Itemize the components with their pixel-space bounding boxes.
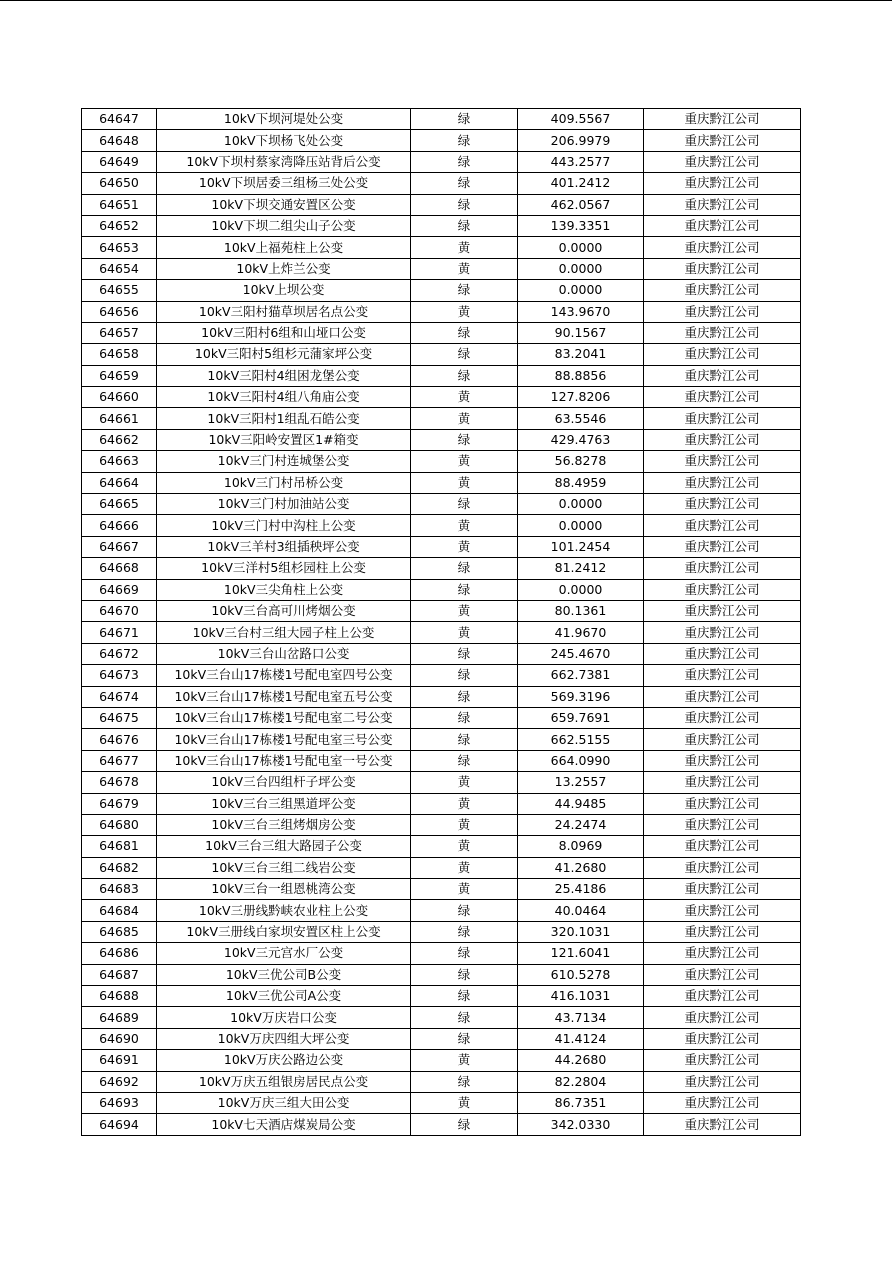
status-color-cell: 黄: [411, 451, 518, 472]
status-color-cell: 绿: [411, 665, 518, 686]
status-color-cell: 绿: [411, 1028, 518, 1049]
row-id-cell: 64653: [82, 237, 157, 258]
status-color-cell: 绿: [411, 215, 518, 236]
transformer-name-cell: 10kV三阳村1组乱石皓公变: [157, 408, 411, 429]
transformer-name-cell: 10kV三台四组杆子坪公变: [157, 772, 411, 793]
company-cell: 重庆黔江公司: [644, 643, 801, 664]
table-row: [82, 707, 801, 728]
table-row: [82, 301, 801, 322]
company-cell: 重庆黔江公司: [644, 451, 801, 472]
row-id-cell: 64688: [82, 986, 157, 1007]
transformer-table: [81, 108, 801, 1136]
value-cell: 0.0000: [518, 515, 644, 536]
row-id-cell: 64672: [82, 643, 157, 664]
row-id-cell: 64656: [82, 301, 157, 322]
row-id-cell: 64675: [82, 707, 157, 728]
company-cell: 重庆黔江公司: [644, 1071, 801, 1092]
value-cell: 443.2577: [518, 151, 644, 172]
company-cell: 重庆黔江公司: [644, 322, 801, 343]
row-id-cell: 64691: [82, 1050, 157, 1071]
transformer-name-cell: 10kV三门村吊桥公变: [157, 472, 411, 493]
table-row: [82, 772, 801, 793]
value-cell: 43.7134: [518, 1007, 644, 1028]
company-cell: 重庆黔江公司: [644, 472, 801, 493]
status-color-cell: 绿: [411, 558, 518, 579]
row-id-cell: 64690: [82, 1028, 157, 1049]
company-cell: 重庆黔江公司: [644, 857, 801, 878]
value-cell: 143.9670: [518, 301, 644, 322]
table-row: [82, 109, 801, 130]
table-row: [82, 472, 801, 493]
table-row: [82, 622, 801, 643]
status-color-cell: 黄: [411, 772, 518, 793]
table-row: [82, 237, 801, 258]
status-color-cell: 黄: [411, 1092, 518, 1113]
row-id-cell: 64692: [82, 1071, 157, 1092]
row-id-cell: 64648: [82, 130, 157, 151]
company-cell: 重庆黔江公司: [644, 194, 801, 215]
row-id-cell: 64655: [82, 280, 157, 301]
row-id-cell: 64694: [82, 1114, 157, 1135]
row-id-cell: 64678: [82, 772, 157, 793]
value-cell: 56.8278: [518, 451, 644, 472]
transformer-name-cell: 10kV三台三组黑道坪公变: [157, 793, 411, 814]
value-cell: 44.2680: [518, 1050, 644, 1071]
transformer-name-cell: 10kV三册线黔峡农业柱上公变: [157, 900, 411, 921]
transformer-name-cell: 10kV下坝居委三组杨三处公变: [157, 173, 411, 194]
table-row: [82, 194, 801, 215]
value-cell: 664.0990: [518, 750, 644, 771]
table-row: [82, 536, 801, 557]
status-color-cell: 绿: [411, 429, 518, 450]
row-id-cell: 64661: [82, 408, 157, 429]
table-row: [82, 1007, 801, 1028]
company-cell: 重庆黔江公司: [644, 1114, 801, 1135]
value-cell: 90.1567: [518, 322, 644, 343]
status-color-cell: 绿: [411, 986, 518, 1007]
value-cell: 41.9670: [518, 622, 644, 643]
company-cell: 重庆黔江公司: [644, 536, 801, 557]
company-cell: 重庆黔江公司: [644, 943, 801, 964]
transformer-name-cell: 10kV三台三组二线岩公变: [157, 857, 411, 878]
table-row: [82, 494, 801, 515]
row-id-cell: 64693: [82, 1092, 157, 1113]
table-row: [82, 451, 801, 472]
company-cell: 重庆黔江公司: [644, 879, 801, 900]
company-cell: 重庆黔江公司: [644, 301, 801, 322]
transformer-name-cell: 10kV三优公司B公变: [157, 964, 411, 985]
row-id-cell: 64665: [82, 494, 157, 515]
status-color-cell: 绿: [411, 643, 518, 664]
table-row: [82, 665, 801, 686]
transformer-name-cell: 10kV三台三组烤烟房公变: [157, 814, 411, 835]
company-cell: 重庆黔江公司: [644, 258, 801, 279]
status-color-cell: 绿: [411, 921, 518, 942]
row-id-cell: 64666: [82, 515, 157, 536]
row-id-cell: 64667: [82, 536, 157, 557]
table-row: [82, 921, 801, 942]
transformer-name-cell: 10kV三台山岔路口公变: [157, 643, 411, 664]
transformer-name-cell: 10kV万庆五组银房居民点公变: [157, 1071, 411, 1092]
transformer-name-cell: 10kV三台山17栋楼1号配电室三号公变: [157, 729, 411, 750]
transformer-name-cell: 10kV上福苑柱上公变: [157, 237, 411, 258]
row-id-cell: 64663: [82, 451, 157, 472]
value-cell: 88.8856: [518, 365, 644, 386]
transformer-name-cell: 10kV三台一组恩桃湾公变: [157, 879, 411, 900]
row-id-cell: 64674: [82, 686, 157, 707]
company-cell: 重庆黔江公司: [644, 237, 801, 258]
row-id-cell: 64689: [82, 1007, 157, 1028]
transformer-name-cell: 10kV下坝杨飞处公变: [157, 130, 411, 151]
row-id-cell: 64671: [82, 622, 157, 643]
row-id-cell: 64677: [82, 750, 157, 771]
transformer-name-cell: 10kV三阳村4组困龙堡公变: [157, 365, 411, 386]
value-cell: 320.1031: [518, 921, 644, 942]
table-row: [82, 408, 801, 429]
value-cell: 462.0567: [518, 194, 644, 215]
table-row: [82, 1050, 801, 1071]
transformer-name-cell: 10kV万庆公路边公变: [157, 1050, 411, 1071]
transformer-name-cell: 10kV三台山17栋楼1号配电室五号公变: [157, 686, 411, 707]
status-color-cell: 绿: [411, 173, 518, 194]
company-cell: 重庆黔江公司: [644, 707, 801, 728]
status-color-cell: 绿: [411, 750, 518, 771]
transformer-name-cell: 10kV三阳村6组和山垭口公变: [157, 322, 411, 343]
status-color-cell: 黄: [411, 836, 518, 857]
company-cell: 重庆黔江公司: [644, 686, 801, 707]
row-id-cell: 64684: [82, 900, 157, 921]
row-id-cell: 64670: [82, 600, 157, 621]
transformer-name-cell: 10kV上炸兰公变: [157, 258, 411, 279]
transformer-name-cell: 10kV三阳村5组杉元蒲家坪公变: [157, 344, 411, 365]
status-color-cell: 绿: [411, 1071, 518, 1092]
value-cell: 206.9979: [518, 130, 644, 151]
value-cell: 429.4763: [518, 429, 644, 450]
status-color-cell: 绿: [411, 1007, 518, 1028]
table-row: [82, 793, 801, 814]
table-row: [82, 750, 801, 771]
value-cell: 86.7351: [518, 1092, 644, 1113]
value-cell: 41.4124: [518, 1028, 644, 1049]
company-cell: 重庆黔江公司: [644, 344, 801, 365]
company-cell: 重庆黔江公司: [644, 814, 801, 835]
table-row: [82, 173, 801, 194]
row-id-cell: 64652: [82, 215, 157, 236]
status-color-cell: 绿: [411, 322, 518, 343]
status-color-cell: 绿: [411, 280, 518, 301]
value-cell: 662.7381: [518, 665, 644, 686]
value-cell: 13.2557: [518, 772, 644, 793]
table-row: [82, 344, 801, 365]
company-cell: 重庆黔江公司: [644, 1050, 801, 1071]
value-cell: 416.1031: [518, 986, 644, 1007]
transformer-name-cell: 10kV三台山17栋楼1号配电室四号公变: [157, 665, 411, 686]
status-color-cell: 绿: [411, 365, 518, 386]
company-cell: 重庆黔江公司: [644, 836, 801, 857]
company-cell: 重庆黔江公司: [644, 1007, 801, 1028]
row-id-cell: 64681: [82, 836, 157, 857]
table-row: [82, 729, 801, 750]
transformer-name-cell: 10kV下坝二组尖山子公变: [157, 215, 411, 236]
transformer-name-cell: 10kV七天酒店煤炭局公变: [157, 1114, 411, 1135]
row-id-cell: 64660: [82, 387, 157, 408]
transformer-name-cell: 10kV上坝公变: [157, 280, 411, 301]
company-cell: 重庆黔江公司: [644, 622, 801, 643]
transformer-name-cell: 10kV万庆四组大坪公变: [157, 1028, 411, 1049]
transformer-name-cell: 10kV三门村加油站公变: [157, 494, 411, 515]
value-cell: 88.4959: [518, 472, 644, 493]
company-cell: 重庆黔江公司: [644, 387, 801, 408]
status-color-cell: 绿: [411, 109, 518, 130]
company-cell: 重庆黔江公司: [644, 429, 801, 450]
value-cell: 101.2454: [518, 536, 644, 557]
company-cell: 重庆黔江公司: [644, 772, 801, 793]
status-color-cell: 绿: [411, 579, 518, 600]
value-cell: 342.0330: [518, 1114, 644, 1135]
row-id-cell: 64669: [82, 579, 157, 600]
table-row: [82, 322, 801, 343]
company-cell: 重庆黔江公司: [644, 408, 801, 429]
table-row: [82, 879, 801, 900]
table-row: [82, 836, 801, 857]
transformer-name-cell: 10kV三门村连城堡公变: [157, 451, 411, 472]
transformer-name-cell: 10kV下坝村蔡家湾降压站背后公变: [157, 151, 411, 172]
row-id-cell: 64647: [82, 109, 157, 130]
table-row: [82, 1028, 801, 1049]
status-color-cell: 绿: [411, 130, 518, 151]
value-cell: 0.0000: [518, 237, 644, 258]
table-row: [82, 1114, 801, 1135]
status-color-cell: 绿: [411, 494, 518, 515]
transformer-name-cell: 10kV下坝交通安置区公变: [157, 194, 411, 215]
company-cell: 重庆黔江公司: [644, 579, 801, 600]
status-color-cell: 黄: [411, 793, 518, 814]
row-id-cell: 64680: [82, 814, 157, 835]
company-cell: 重庆黔江公司: [644, 964, 801, 985]
company-cell: 重庆黔江公司: [644, 494, 801, 515]
row-id-cell: 64686: [82, 943, 157, 964]
company-cell: 重庆黔江公司: [644, 365, 801, 386]
status-color-cell: 黄: [411, 879, 518, 900]
value-cell: 40.0464: [518, 900, 644, 921]
status-color-cell: 黄: [411, 536, 518, 557]
table-row: [82, 558, 801, 579]
value-cell: 127.8206: [518, 387, 644, 408]
row-id-cell: 64650: [82, 173, 157, 194]
row-id-cell: 64673: [82, 665, 157, 686]
table-row: [82, 579, 801, 600]
table-row: [82, 643, 801, 664]
transformer-name-cell: 10kV三元宫水厂公变: [157, 943, 411, 964]
table-row: [82, 215, 801, 236]
transformer-name-cell: 10kV三台三组大路园子公变: [157, 836, 411, 857]
company-cell: 重庆黔江公司: [644, 280, 801, 301]
value-cell: 8.0969: [518, 836, 644, 857]
company-cell: 重庆黔江公司: [644, 515, 801, 536]
row-id-cell: 64658: [82, 344, 157, 365]
transformer-name-cell: 10kV三台山17栋楼1号配电室一号公变: [157, 750, 411, 771]
status-color-cell: 绿: [411, 151, 518, 172]
table-row: [82, 258, 801, 279]
company-cell: 重庆黔江公司: [644, 151, 801, 172]
company-cell: 重庆黔江公司: [644, 729, 801, 750]
table-row: [82, 1092, 801, 1113]
value-cell: 139.3351: [518, 215, 644, 236]
transformer-name-cell: 10kV三阳村猫草坝居名点公变: [157, 301, 411, 322]
row-id-cell: 64649: [82, 151, 157, 172]
row-id-cell: 64679: [82, 793, 157, 814]
company-cell: 重庆黔江公司: [644, 1092, 801, 1113]
transformer-name-cell: 10kV三台高可川烤烟公变: [157, 600, 411, 621]
transformer-name-cell: 10kV三门村中沟柱上公变: [157, 515, 411, 536]
value-cell: 83.2041: [518, 344, 644, 365]
value-cell: 610.5278: [518, 964, 644, 985]
table-body: [82, 109, 801, 1136]
table-row: [82, 814, 801, 835]
transformer-name-cell: 10kV三台村三组大园子柱上公变: [157, 622, 411, 643]
company-cell: 重庆黔江公司: [644, 921, 801, 942]
value-cell: 24.2474: [518, 814, 644, 835]
table-row: [82, 387, 801, 408]
transformer-name-cell: 10kV三尖角柱上公变: [157, 579, 411, 600]
company-cell: 重庆黔江公司: [644, 109, 801, 130]
table-row: [82, 429, 801, 450]
company-cell: 重庆黔江公司: [644, 750, 801, 771]
transformer-name-cell: 10kV三台山17栋楼1号配电室二号公变: [157, 707, 411, 728]
status-color-cell: 黄: [411, 301, 518, 322]
transformer-name-cell: 10kV万庆岩口公变: [157, 1007, 411, 1028]
status-color-cell: 黄: [411, 387, 518, 408]
status-color-cell: 绿: [411, 943, 518, 964]
value-cell: 81.2412: [518, 558, 644, 579]
value-cell: 41.2680: [518, 857, 644, 878]
status-color-cell: 黄: [411, 600, 518, 621]
row-id-cell: 64687: [82, 964, 157, 985]
status-color-cell: 黄: [411, 237, 518, 258]
transformer-name-cell: 10kV三阳村4组八角庙公变: [157, 387, 411, 408]
row-id-cell: 64662: [82, 429, 157, 450]
value-cell: 63.5546: [518, 408, 644, 429]
status-color-cell: 绿: [411, 729, 518, 750]
page-top-rule: [0, 0, 892, 1]
table-row: [82, 964, 801, 985]
status-color-cell: 黄: [411, 258, 518, 279]
status-color-cell: 黄: [411, 857, 518, 878]
status-color-cell: 绿: [411, 344, 518, 365]
value-cell: 0.0000: [518, 258, 644, 279]
row-id-cell: 64683: [82, 879, 157, 900]
value-cell: 659.7691: [518, 707, 644, 728]
row-id-cell: 64685: [82, 921, 157, 942]
table-row: [82, 943, 801, 964]
status-color-cell: 绿: [411, 1114, 518, 1135]
status-color-cell: 黄: [411, 408, 518, 429]
status-color-cell: 黄: [411, 622, 518, 643]
company-cell: 重庆黔江公司: [644, 1028, 801, 1049]
company-cell: 重庆黔江公司: [644, 665, 801, 686]
company-cell: 重庆黔江公司: [644, 558, 801, 579]
value-cell: 569.3196: [518, 686, 644, 707]
table-row: [82, 686, 801, 707]
table-row: [82, 986, 801, 1007]
table-row: [82, 365, 801, 386]
row-id-cell: 64657: [82, 322, 157, 343]
row-id-cell: 64682: [82, 857, 157, 878]
table-row: [82, 1071, 801, 1092]
value-cell: 80.1361: [518, 600, 644, 621]
company-cell: 重庆黔江公司: [644, 130, 801, 151]
value-cell: 0.0000: [518, 280, 644, 301]
row-id-cell: 64676: [82, 729, 157, 750]
table-row: [82, 130, 801, 151]
company-cell: 重庆黔江公司: [644, 600, 801, 621]
value-cell: 25.4186: [518, 879, 644, 900]
row-id-cell: 64664: [82, 472, 157, 493]
transformer-name-cell: 10kV三阳岭安置区1#箱变: [157, 429, 411, 450]
value-cell: 0.0000: [518, 579, 644, 600]
company-cell: 重庆黔江公司: [644, 215, 801, 236]
status-color-cell: 绿: [411, 900, 518, 921]
row-id-cell: 64659: [82, 365, 157, 386]
value-cell: 44.9485: [518, 793, 644, 814]
status-color-cell: 绿: [411, 686, 518, 707]
company-cell: 重庆黔江公司: [644, 793, 801, 814]
table-row: [82, 600, 801, 621]
table-row: [82, 900, 801, 921]
status-color-cell: 黄: [411, 515, 518, 536]
status-color-cell: 黄: [411, 814, 518, 835]
transformer-name-cell: 10kV三优公司A公变: [157, 986, 411, 1007]
transformer-name-cell: 10kV下坝河堤处公变: [157, 109, 411, 130]
table-row: [82, 151, 801, 172]
row-id-cell: 64654: [82, 258, 157, 279]
status-color-cell: 绿: [411, 194, 518, 215]
transformer-name-cell: 10kV万庆三组大田公变: [157, 1092, 411, 1113]
value-cell: 409.5567: [518, 109, 644, 130]
status-color-cell: 黄: [411, 472, 518, 493]
value-cell: 82.2804: [518, 1071, 644, 1092]
status-color-cell: 绿: [411, 707, 518, 728]
company-cell: 重庆黔江公司: [644, 173, 801, 194]
row-id-cell: 64668: [82, 558, 157, 579]
table-row: [82, 857, 801, 878]
company-cell: 重庆黔江公司: [644, 900, 801, 921]
value-cell: 121.6041: [518, 943, 644, 964]
table-row: [82, 280, 801, 301]
transformer-name-cell: 10kV三册线白家坝安置区柱上公变: [157, 921, 411, 942]
status-color-cell: 黄: [411, 1050, 518, 1071]
value-cell: 245.4670: [518, 643, 644, 664]
value-cell: 401.2412: [518, 173, 644, 194]
company-cell: 重庆黔江公司: [644, 986, 801, 1007]
status-color-cell: 绿: [411, 964, 518, 985]
transformer-name-cell: 10kV三洋村5组杉园柱上公变: [157, 558, 411, 579]
value-cell: 662.5155: [518, 729, 644, 750]
table-row: [82, 515, 801, 536]
value-cell: 0.0000: [518, 494, 644, 515]
row-id-cell: 64651: [82, 194, 157, 215]
transformer-name-cell: 10kV三羊村3组插秧坪公变: [157, 536, 411, 557]
